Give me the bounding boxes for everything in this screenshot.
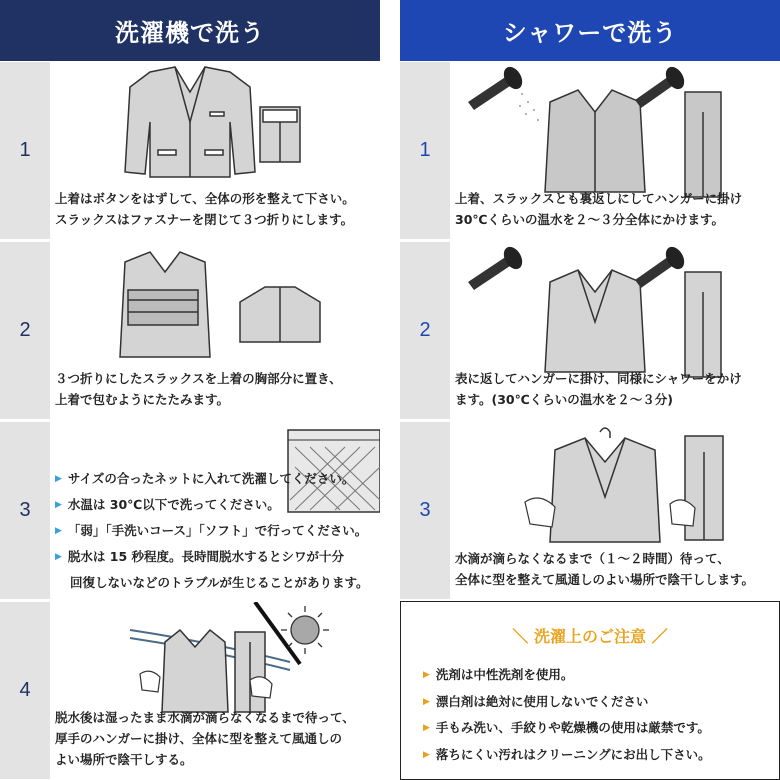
step-number: 2 — [0, 242, 50, 419]
jacket-and-folded-slacks-illustration — [50, 62, 380, 202]
step-description: 上着はボタンをはずして、全体の形を整えて下さい。 スラックスはファスナーを閉じて３つ折りにします。 — [55, 191, 355, 227]
step-panel — [50, 422, 380, 599]
shower-head-icon — [468, 244, 526, 290]
caution-box — [400, 601, 780, 780]
step-number: 4 — [0, 602, 50, 779]
step-panel — [50, 242, 380, 419]
step-description: 上着、スラックスとも裏返しにしてハンガーに掛け 30℃くらいの温水を２～３分全体にかけます。 — [455, 191, 743, 227]
list-item: ▶ 手もみ洗い、手絞りや乾燥機の使用は厳禁です。 — [423, 715, 711, 742]
right-step-3 — [400, 422, 780, 599]
shower-right-side-illustration — [450, 242, 780, 382]
shower-head-icon — [635, 244, 688, 288]
slash-right-icon: ／ — [651, 627, 668, 646]
hanging-slacks-icon — [685, 272, 721, 377]
list-item: ▶ サイズの合ったネットに入れて洗濯してください。 — [55, 466, 369, 492]
caution-title: ＼ 洗濯上のご注意 ／ — [512, 627, 668, 646]
folding-illustration — [50, 242, 380, 382]
left-step-1 — [0, 62, 380, 239]
hanger-icon — [600, 428, 610, 438]
slash-left-icon: ＼ — [512, 627, 529, 646]
step-panel — [450, 62, 780, 239]
step-number: 1 — [400, 62, 450, 239]
list-item-continuation: 回復しないなどのトラブルが生じることがあります。 — [70, 575, 369, 590]
triangle-bullet-icon: ▶ — [423, 696, 430, 707]
jacket-icon — [545, 270, 645, 372]
shower-head-icon — [468, 64, 539, 121]
hanging-slacks-icon — [235, 632, 265, 712]
triangle-bullet-icon: ▶ — [423, 670, 430, 680]
step-panel — [450, 422, 780, 599]
list-item: ▶ 水温は 30℃以下で洗ってください。 — [55, 492, 369, 518]
inside-out-jacket-icon — [545, 90, 645, 192]
washing-machine-column — [0, 0, 380, 780]
list-item: ▶ 漂白剤は絶対に使用しないでください — [423, 689, 711, 716]
folded-jacket-icon — [240, 287, 320, 342]
caution-list — [423, 662, 711, 768]
step-number: 3 — [400, 422, 450, 599]
jacket-icon — [162, 630, 228, 712]
triangle-bullet-icon: ▶ — [55, 526, 62, 536]
folded-slacks-icon — [260, 107, 300, 162]
list-item: ▶ 「弱」「手洗いコース」「ソフト」で行ってください。 — [55, 518, 369, 544]
left-step-3 — [0, 422, 380, 599]
triangle-bullet-icon: ▶ — [423, 749, 430, 760]
step-description: 水滴が滴らなくなるまで（１～２時間）待って、 全体に型を整えて風通しのよい場所で陰干しします。 — [455, 551, 755, 587]
step-panel — [450, 242, 780, 419]
step-description: 脱水後は湿ったまま水滴が滴らなくなるまで待って、 厚手のハンガーに掛け、全体に型を整えて風通しの よい場所で陰干しする。 — [55, 710, 355, 767]
triangle-bullet-icon: ▶ — [55, 552, 62, 562]
washing-machine-header: 洗濯機で洗う — [0, 0, 380, 61]
shower-inside-out-illustration — [450, 62, 780, 202]
step-panel — [50, 602, 380, 779]
shower-head-icon — [635, 64, 688, 108]
shower-column — [400, 0, 780, 780]
right-step-2 — [400, 242, 780, 419]
step-number: 1 — [0, 62, 50, 239]
step-bullet-list — [55, 466, 369, 596]
step-panel — [50, 62, 380, 239]
jacket-icon — [125, 67, 255, 177]
jacket-icon — [550, 438, 660, 542]
list-item: ▶ 洗剤は中性洗剤を使用。 — [423, 662, 711, 689]
step-number: 2 — [400, 242, 450, 419]
triangle-bullet-icon: ▶ — [55, 500, 62, 510]
step-number: 3 — [0, 422, 50, 599]
left-step-4 — [0, 602, 380, 779]
step-description: ３つ折りにしたスラックスを上着の胸部分に置き、 上着で包むようにたたみます。 — [55, 371, 342, 407]
step-description: 表に返してハンガーに掛け、同様にシャワーをかけ ます。(30℃くらいの温水を２～３分) — [455, 371, 742, 407]
triangle-bullet-icon: ▶ — [55, 474, 62, 484]
jacket-icon — [120, 252, 210, 357]
sun-icon — [281, 606, 329, 654]
list-item: ▶ 落ちにくい汚れはクリーニングにお出し下さい。 — [423, 742, 711, 769]
list-item: ▶ 脱水は 15 秒程度。長時間脱水するとシワが十分 — [55, 544, 369, 570]
triangle-bullet-icon: ▶ — [423, 723, 430, 733]
shower-header: シャワーで洗う — [400, 0, 780, 61]
hanging-slacks-icon — [685, 92, 721, 197]
right-step-1 — [400, 62, 780, 239]
shaping-illustration — [450, 422, 780, 562]
left-step-2 — [0, 242, 380, 419]
